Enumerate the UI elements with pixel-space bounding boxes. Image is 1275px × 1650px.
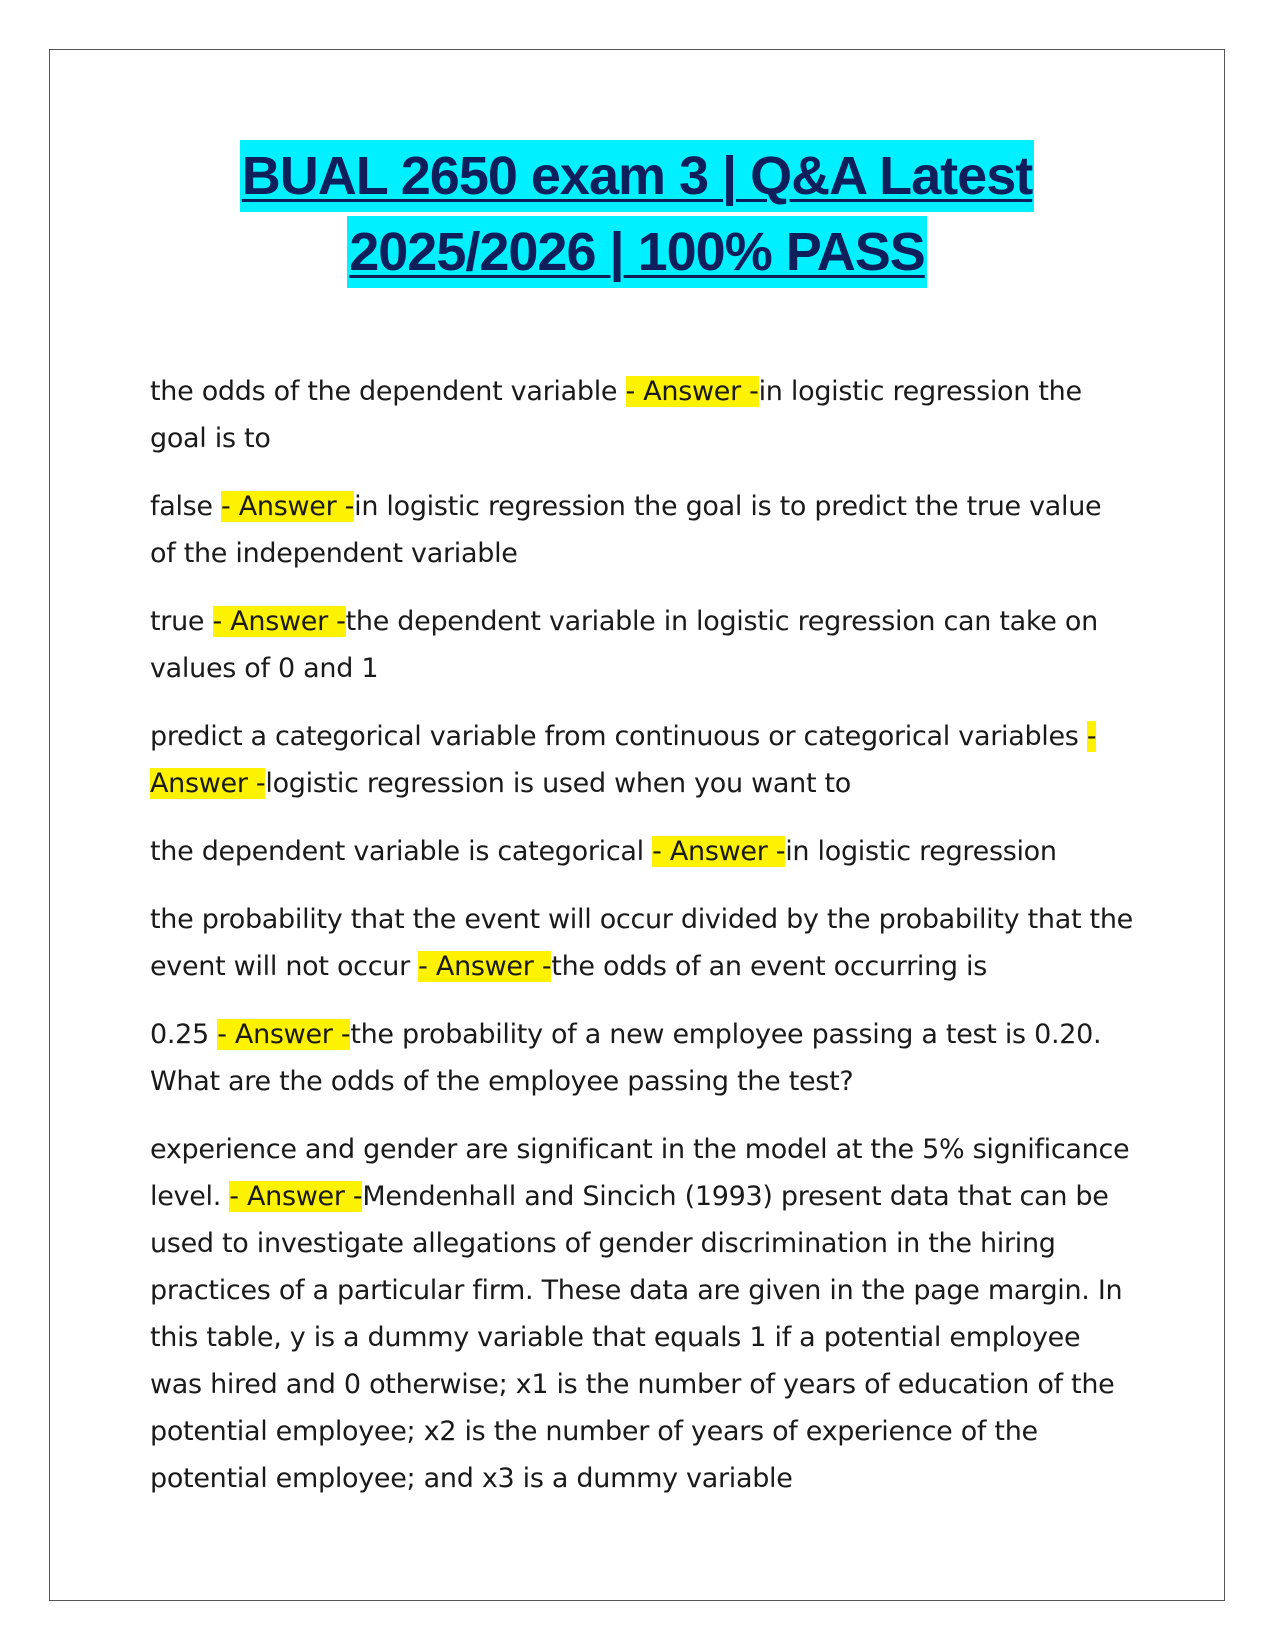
answer-separator: - Answer - <box>229 1181 363 1212</box>
qa-answer: experience and gender are significant in the model at the 5% significance level. <box>150 1134 1130 1212</box>
answer-separator: - Answer - <box>221 491 355 522</box>
qa-item <box>150 1011 1135 1105</box>
qa-item <box>150 713 1135 807</box>
qa-item <box>150 1126 1135 1502</box>
answer-separator: - Answer - <box>217 1019 351 1050</box>
answer-separator: - Answer - <box>212 606 346 637</box>
qa-question: in logistic regression <box>785 836 1057 867</box>
document-title <box>49 140 1225 292</box>
qa-answer: true <box>150 606 213 637</box>
answer-separator: - Answer - <box>652 836 786 867</box>
qa-question: Mendenhall and Sincich (1993) present data that can be used to investigate allegations of gender discrimination in the hiring practices of a particular firm. These data are given in the page margin. In this table, y is a dummy variable that equals 1 if a potential employee was hired and 0 otherwise; x1 is the number of years of education of the potential employee; x2 is the number of years of experience of the potential employee; and x3 is a dummy variable <box>150 1181 1123 1494</box>
qa-answer: the dependent variable is categorical <box>150 836 653 867</box>
qa-list <box>150 368 1135 1523</box>
qa-answer: predict a categorical variable from continuous or categorical variables <box>150 721 1087 752</box>
qa-answer: false <box>150 491 222 522</box>
qa-question: the odds of an event occurring is <box>551 951 988 982</box>
qa-item <box>150 828 1135 875</box>
title-line-1: BUAL 2650 exam 3 | Q&A Latest <box>240 140 1034 212</box>
qa-item <box>150 896 1135 990</box>
qa-item <box>150 368 1135 462</box>
qa-answer: the odds of the dependent variable <box>150 376 626 407</box>
qa-question: in logistic regression the goal is to predict the true value of the independent variable <box>150 491 1102 569</box>
answer-separator: - Answer - <box>418 951 552 982</box>
qa-question: the dependent variable in logistic regression can take on values of 0 and 1 <box>150 606 1098 684</box>
answer-separator: - Answer - <box>150 721 1097 799</box>
qa-question: logistic regression is used when you want to <box>265 768 852 799</box>
qa-item <box>150 598 1135 692</box>
qa-question: in logistic regression the goal is to <box>150 376 1082 454</box>
qa-answer: the probability that the event will occur divided by the probability that the event will not occur <box>150 904 1133 982</box>
title-line-2: 2025/2026 | 100% PASS <box>347 216 927 288</box>
qa-item <box>150 483 1135 577</box>
qa-answer: 0.25 <box>150 1019 218 1050</box>
qa-question: the probability of a new employee passing a test is 0.20. What are the odds of the employee passing the test? <box>150 1019 1102 1097</box>
answer-separator: - Answer - <box>625 376 759 407</box>
